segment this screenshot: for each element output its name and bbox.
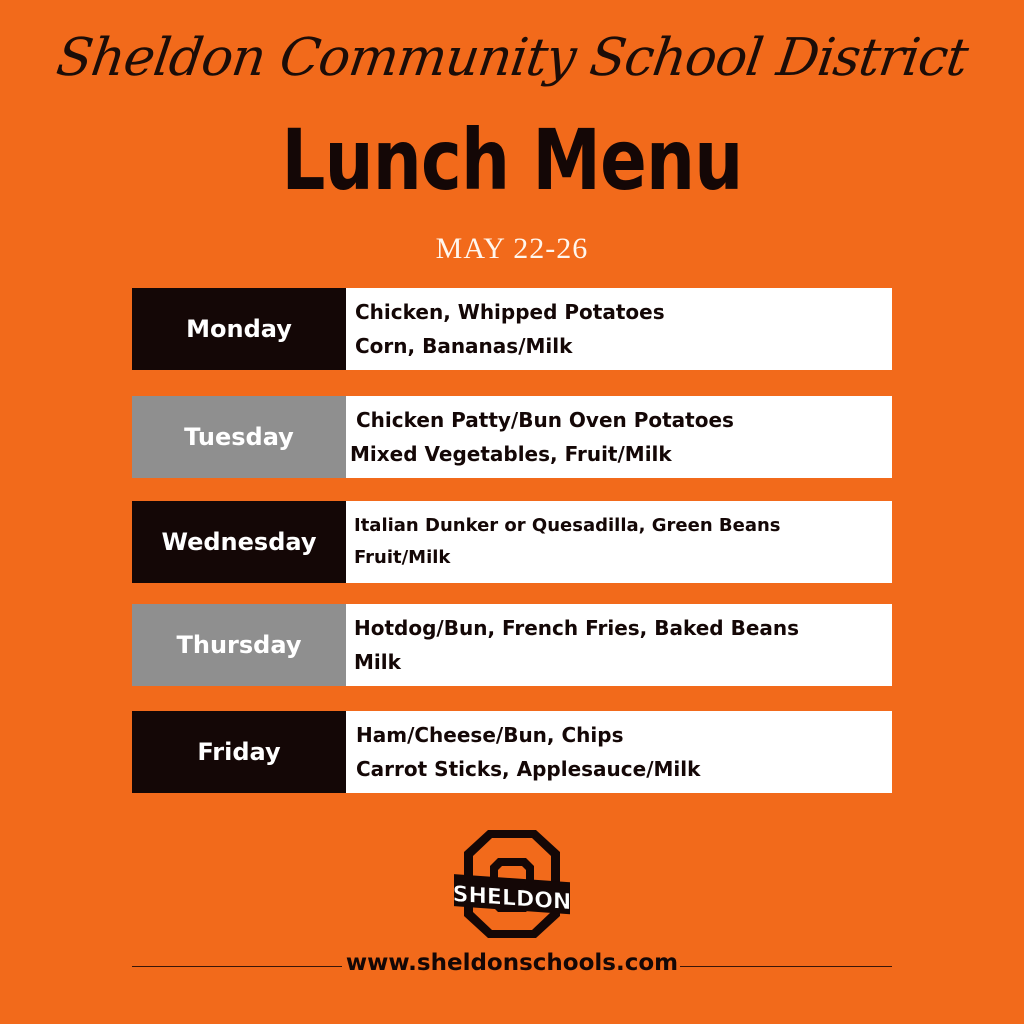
day-label: Monday — [132, 288, 346, 370]
meal-cell — [346, 711, 892, 793]
meal-line: Chicken Patty/Bun Oven Potatoes — [356, 408, 734, 432]
menu-row-monday — [132, 288, 892, 370]
day-label: Thursday — [132, 604, 346, 686]
meal-line: Italian Dunker or Quesadilla, Green Beans — [354, 515, 781, 536]
meal-line: Carrot Sticks, Applesauce/Milk — [356, 757, 701, 781]
meal-cell — [346, 396, 892, 478]
meal-line: Corn, Bananas/Milk — [355, 334, 573, 358]
meal-cell — [346, 288, 892, 370]
meal-cell — [346, 604, 892, 686]
menu-row-wednesday — [132, 501, 892, 583]
meal-cell — [346, 501, 892, 583]
meal-line: Hotdog/Bun, French Fries, Baked Beans — [354, 616, 800, 640]
menu-row-friday — [132, 711, 892, 793]
logo-text: SHELDON — [452, 882, 572, 916]
day-label: Wednesday — [132, 501, 346, 583]
day-label: Tuesday — [132, 396, 346, 478]
meal-line: Mixed Vegetables, Fruit/Milk — [350, 442, 672, 466]
website-link[interactable]: www.sheldonschools.com — [345, 950, 679, 976]
meal-line: Ham/Cheese/Bun, Chips — [356, 723, 624, 747]
sheldon-logo-icon — [452, 826, 572, 942]
page-title: Lunch Menu — [281, 111, 743, 209]
menu-row-tuesday — [132, 396, 892, 478]
meal-line: Fruit/Milk — [354, 547, 451, 568]
meal-line: Milk — [354, 650, 401, 674]
menu-row-thursday — [132, 604, 892, 686]
day-label: Friday — [132, 711, 346, 793]
date-range: MAY 22-26 — [435, 232, 589, 265]
meal-line: Chicken, Whipped Potatoes — [355, 300, 665, 324]
district-name: Sheldon Community School District — [52, 28, 972, 88]
